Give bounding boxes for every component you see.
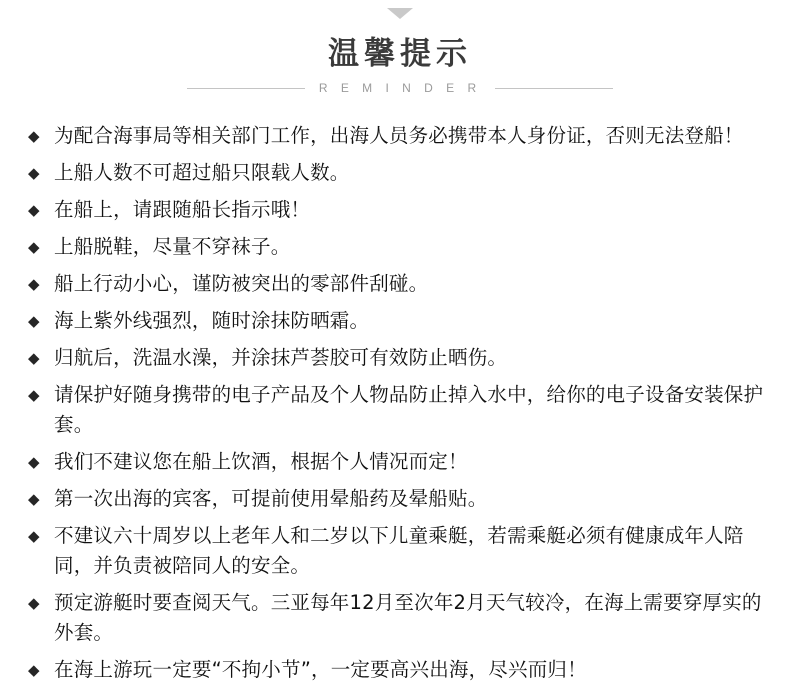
list-item — [28, 269, 770, 299]
list-item — [28, 484, 770, 514]
diamond-bullet-icon: ◆ — [28, 527, 40, 546]
diamond-bullet-icon: ◆ — [28, 312, 40, 331]
list-item-text: 为配合海事局等相关部门工作，出海人员务必携带本人身份证，否则无法登船！ — [54, 124, 744, 148]
diamond-bullet-icon: ◆ — [28, 386, 40, 405]
diamond-bullet-icon: ◆ — [28, 453, 40, 472]
list-item-text: 归航后，洗温水澡，并涂抹芦荟胶可有效防止晒伤。 — [54, 346, 508, 370]
page-header — [0, 0, 800, 95]
diamond-bullet-icon: ◆ — [28, 164, 40, 183]
list-item-text: 上船人数不可超过船只限载人数。 — [54, 161, 350, 185]
list-item-text: 上船脱鞋，尽量不穿袜子。 — [54, 235, 291, 259]
list-item — [28, 380, 770, 440]
list-item — [28, 306, 770, 336]
diamond-bullet-icon: ◆ — [28, 594, 40, 613]
triangle-down-icon — [387, 8, 413, 19]
divider-left — [187, 88, 305, 89]
list-item — [28, 588, 770, 648]
subtitle-row — [0, 81, 800, 95]
page-subtitle: R E M I N D E R — [318, 81, 482, 96]
diamond-bullet-icon: ◆ — [28, 490, 40, 509]
diamond-bullet-icon: ◆ — [28, 127, 40, 146]
page-title: 温馨提示 — [328, 36, 472, 72]
divider-right — [495, 88, 613, 89]
list-item-text: 船上行动小心，谨防被突出的零部件刮碰。 — [54, 272, 429, 296]
list-item — [28, 232, 770, 262]
list-item-text: 我们不建议您在船上饮酒，根据个人情况而定！ — [54, 450, 468, 474]
list-item — [28, 521, 770, 581]
diamond-bullet-icon: ◆ — [28, 238, 40, 257]
reminder-list — [0, 121, 800, 685]
diamond-bullet-icon: ◆ — [28, 275, 40, 294]
diamond-bullet-icon: ◆ — [28, 661, 40, 680]
list-item-text: 在船上，请跟随船长指示哦！ — [54, 198, 311, 222]
list-item-text: 不建议六十周岁以上老年人和二岁以下儿童乘艇，若需乘艇必须有健康成年人陪同，并负责被陪同人的安全。 — [54, 524, 744, 578]
list-item-text: 在海上游玩一定要“不拘小节”，一定要高兴出海，尽兴而归！ — [54, 658, 587, 682]
diamond-bullet-icon: ◆ — [28, 349, 40, 368]
list-item — [28, 158, 770, 188]
list-item — [28, 343, 770, 373]
list-item — [28, 447, 770, 477]
list-item — [28, 121, 770, 151]
list-item-text: 请保护好随身携带的电子产品及个人物品防止掉入水中，给你的电子设备安装保护套。 — [54, 383, 764, 437]
diamond-bullet-icon: ◆ — [28, 201, 40, 220]
list-item — [28, 655, 770, 685]
list-item — [28, 195, 770, 225]
list-item-text: 第一次出海的宾客，可提前使用晕船药及晕船贴。 — [54, 487, 488, 511]
list-item-text: 海上紫外线强烈，随时涂抹防晒霜。 — [54, 309, 370, 333]
list-item-text: 预定游艇时要查阅天气。三亚每年12月至次年2月天气较冷，在海上需要穿厚实的外套。 — [54, 591, 762, 645]
